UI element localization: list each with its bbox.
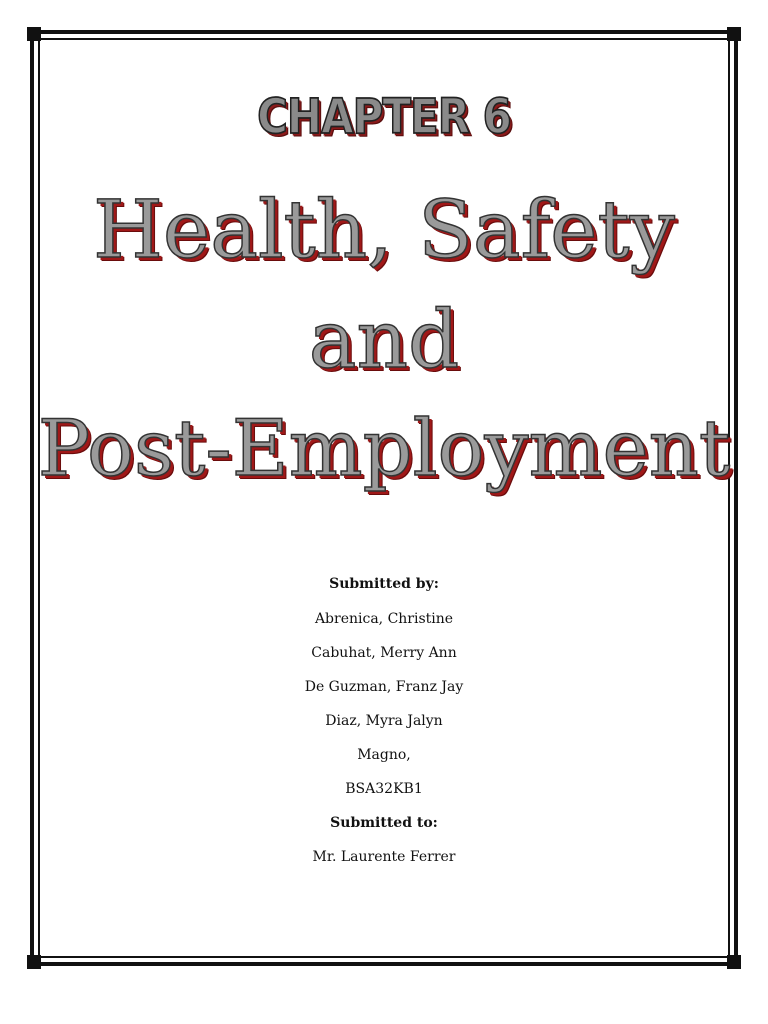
border-corner-bottom-left — [27, 955, 41, 969]
border-corner-bottom-right — [727, 955, 741, 969]
instructor-name: Mr. Laurente Ferrer — [312, 849, 456, 865]
border-corner-top-left — [27, 27, 41, 41]
chapter-heading: CHAPTER 6 — [257, 88, 511, 145]
submitted-to-label: Submitted to: — [330, 815, 438, 831]
member-name: Diaz, Myra Jalyn — [325, 713, 443, 729]
border-corner-top-right — [727, 27, 741, 41]
member-name: Abrenica, Christine — [314, 611, 454, 627]
member-name: De Guzman, Franz Jay — [304, 679, 464, 695]
section-code: BSA32KB1 — [345, 781, 423, 797]
submitted-by-label: Submitted by: — [329, 576, 439, 592]
member-name: Cabuhat, Merry Ann — [311, 645, 457, 661]
member-name: Magno, — [357, 747, 411, 763]
title-line-3: Post-Employment — [37, 404, 731, 494]
title-line-2: and — [308, 293, 460, 386]
title-line-1: Health, Safety — [93, 183, 675, 276]
